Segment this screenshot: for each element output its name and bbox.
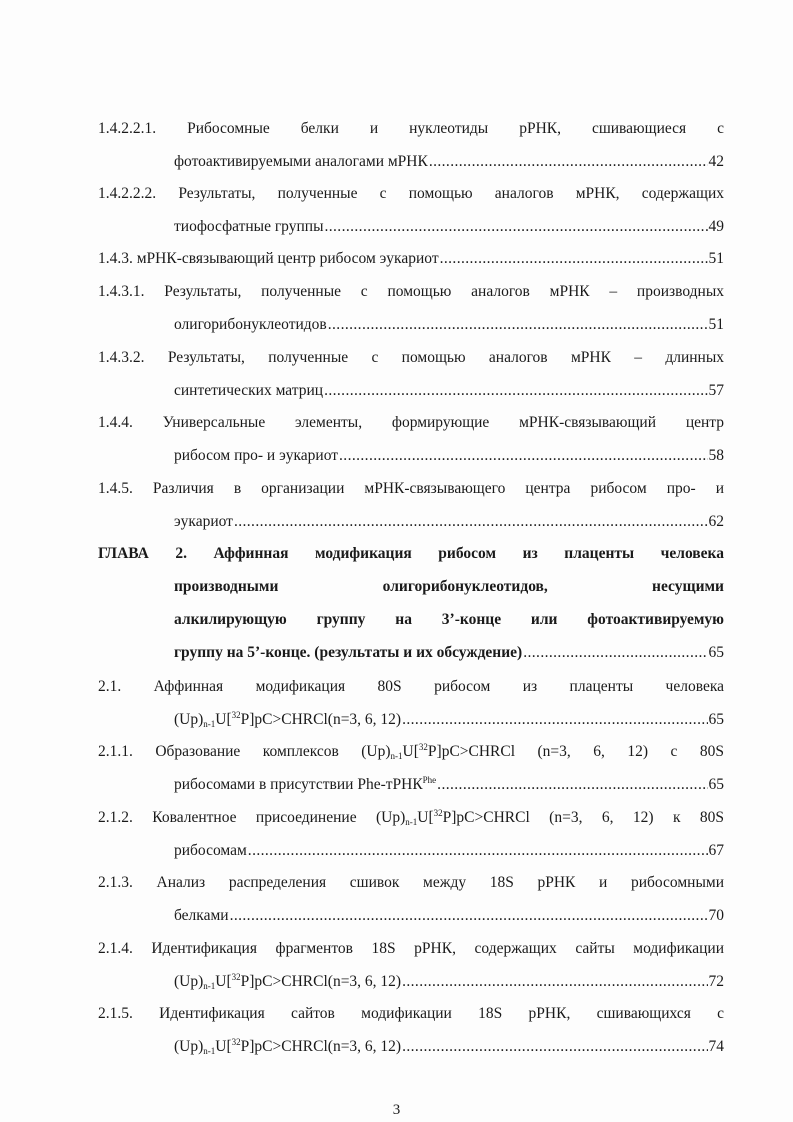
toc-entry-2.1.5[interactable]: 2.1.5. Идентификация сайтов модификации 18S рРНК, сшивающихся с $(Up)_{n-1}U[^{32}P]pC>CHRCl$ (n=3, 6, 12) ..... 74 — [98, 997, 724, 1063]
chapter-heading-line: группу на 5’-конце. (результаты и их обсуждение) — [174, 644, 523, 661]
toc-entry-1.4.2.2.2[interactable] — [98, 177, 724, 243]
toc-entry-2.1.2[interactable]: 2.1.2. Ковалентное присоединение $(Up)_{n-1}U[^{32}P]pC>CHRCl$ (n=3, 6, 12) к 80S рибосомам ..... 67 — [98, 801, 724, 867]
toc-page-number: 74 — [708, 1038, 724, 1055]
toc-entry-continuation: тиофосфатные группы — [174, 218, 324, 235]
chapter-heading: ГЛАВА 2. Аффинная модификация рибосом из плаценты человека — [98, 545, 724, 562]
toc-entry-heading: 1.4.2.2.1. Рибосомные белки и нуклеотиды рРНК, сшивающиеся с — [98, 120, 724, 137]
toc-entry-continuation: синтетических матриц — [174, 382, 324, 399]
chapter-heading-line: производными олигорибонуклеотидов, несущими — [174, 578, 724, 595]
leader-dots — [437, 768, 707, 801]
toc-entry-heading: 2.1.3. Анализ распределения сшивок между 18S рРНК и рибосомными — [98, 874, 724, 891]
page-number: 3 — [392, 1102, 401, 1118]
toc-page-number: 51 — [708, 316, 724, 333]
formula-label: $(Up)_{n-1}U[^{32}P]pC>CHRCl$ — [174, 972, 328, 991]
toc-entry-2.1[interactable] — [98, 670, 724, 736]
formula-label: $(Up)_{n-1}U[^{32}P]pC>CHRCl$ — [174, 710, 328, 729]
toc-entry-continuation: рибосомами в присутствии Phe-тРНК$^{Phe}$ — [174, 775, 437, 793]
toc-entry-heading: 1.4.2.2.2. Результаты, полученные с помощью аналогов мРНК, содержащих — [98, 185, 724, 202]
toc-entry-2.1.4[interactable]: 2.1.4. Идентификация фрагментов 18S рРНК, содержащих сайты модификации $(Up)_{n-1}U[^{32}P]pC>CHRCl$ (n=3, 6, 12) ..... 72 — [98, 932, 724, 998]
toc-entry-heading: 2.1. Аффинная модификация 80S рибосом из плаценты человека — [98, 678, 724, 695]
toc-entry-heading: 2.1.4. Идентификация фрагментов 18S рРНК, содержащих сайты модификации — [98, 940, 724, 957]
toc-page-number: 70 — [708, 907, 724, 924]
toc-entry-continuation: эукариот — [174, 513, 233, 530]
toc-entry-1.4.2.2.1[interactable] — [98, 112, 724, 178]
leader-dots — [234, 505, 708, 538]
formula-params: (n=3, 6, 12) — [327, 711, 402, 728]
toc-entry-continuation: олигорибонуклеотидов — [174, 316, 327, 333]
formula-label: $(Up)_{n-1}U[^{32}P]pC>CHRCl$ — [174, 1037, 328, 1056]
toc-entry-continuation: белками — [174, 907, 229, 924]
toc-entry-heading: 1.4.3.1. Результаты, полученные с помощью аналогов мРНК – производных — [98, 283, 724, 300]
leader-dots — [248, 834, 708, 867]
toc-page-number: 62 — [708, 513, 724, 530]
toc-entry-heading: 1.4.5. Различия в организации мРНК-связывающего центра рибосом про- и — [98, 480, 724, 497]
leader-dots — [328, 308, 708, 341]
toc-page-number: 57 — [708, 382, 724, 399]
toc-entry-chapter-2[interactable] — [98, 537, 724, 669]
toc-entry-continuation: фотоактивируемыми аналогами мРНК — [174, 153, 428, 170]
leader-dots — [429, 145, 708, 178]
toc-page-number: 67 — [708, 842, 724, 859]
leader-dots — [230, 899, 708, 932]
toc-page-number: 49 — [708, 218, 724, 235]
toc-entry-1.4.4[interactable] — [98, 406, 724, 472]
formula-label: $(Up)_{n-1}U[^{32}P]pC>CHRCl$ — [375, 808, 530, 827]
toc-entry-1.4.3.2[interactable] — [98, 341, 724, 407]
toc-page-number: 65 — [708, 776, 724, 793]
toc-page-number: 58 — [708, 447, 724, 464]
chapter-heading-line: алкилирующую группу на 3’-конце или фотоактивируемую — [174, 611, 724, 628]
leader-dots — [402, 703, 707, 736]
formula-label: $(Up)_{n-1}U[^{32}P]pC>CHRCl$ — [361, 742, 516, 761]
toc-entry-2.1.3[interactable] — [98, 866, 724, 932]
toc-entry-1.4.3.1[interactable] — [98, 275, 724, 341]
toc-entry-continuation: рибосомам — [174, 842, 247, 859]
toc-page-number: 42 — [708, 153, 724, 170]
toc-entry-1.4.3[interactable] — [98, 242, 724, 275]
toc-entry-continuation: рибосом про- и эукариот — [174, 447, 339, 464]
toc-entry-2.1.1[interactable]: 2.1.1. Образование комплексов $(Up)_{n-1}U[^{32}P]pC>CHRCl$ (n=3, 6, 12) с 80S рибосомами в присутствии Phe-тРНК$^{Phe}$ ..... 65 — [98, 735, 724, 801]
toc-entry-heading: 2.1.5. Идентификация сайтов модификации 18S рРНК, сшивающихся с — [98, 1005, 724, 1022]
toc-page-number: 51 — [708, 250, 724, 267]
leader-dots — [324, 210, 707, 243]
toc-page-number: 65 — [708, 711, 724, 728]
toc-entry-heading: 1.4.4. Универсальные элементы, формирующие мРНК-связывающий центр — [98, 414, 724, 431]
leader-dots — [324, 374, 707, 407]
toc-page-number: 72 — [708, 973, 724, 990]
leader-dots — [402, 1030, 707, 1063]
toc-entry-heading: 1.4.3. мРНК-связывающий центр рибосом эукариот — [98, 250, 439, 267]
toc-page-number: 65 — [708, 644, 724, 661]
leader-dots — [402, 965, 707, 998]
toc-entry-heading: 1.4.3.2. Результаты, полученные с помощью аналогов мРНК – длинных — [98, 349, 724, 366]
leader-dots — [440, 242, 708, 275]
leader-dots — [523, 636, 707, 669]
leader-dots — [339, 439, 707, 472]
toc-entry-1.4.5[interactable] — [98, 472, 724, 538]
